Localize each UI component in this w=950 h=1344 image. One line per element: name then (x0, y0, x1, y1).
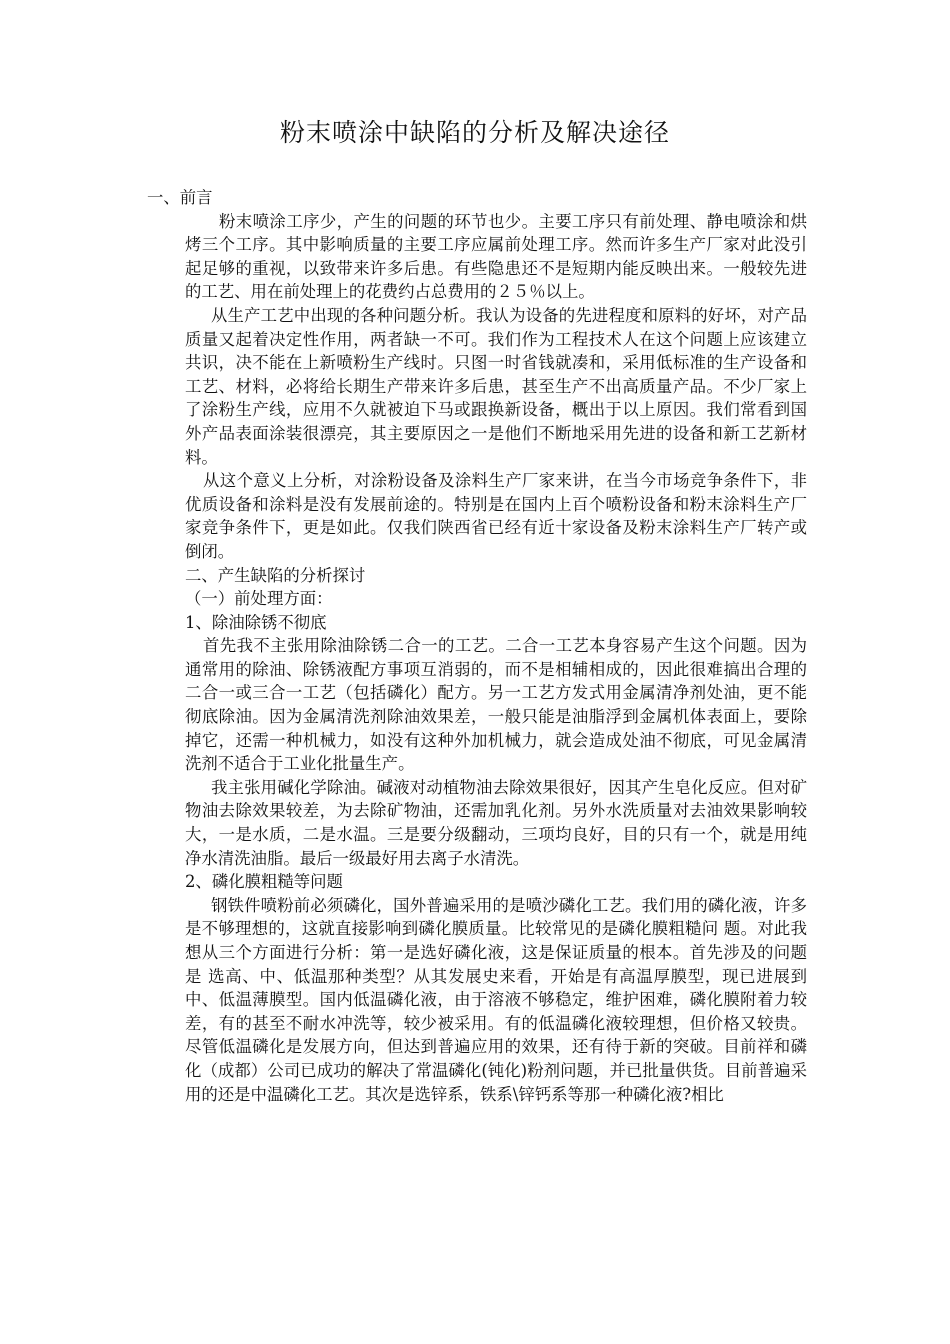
paragraph: 首先我不主张用除油除锈二合一的工艺。二合一工艺本身容易产生这个问题。因为通常用的除油、除锈液配方事项互消弱的，而不是相辅相成的，因此很难搞出合理的二合一或三合一工艺（包括磷化）配方。另一工艺方发式用金属清净剂处油，更不能彻底除油。因为金属清洗剂除油效果差，一般只能是油脂浮到金属机体表面上，要除掉它，还需一种机械力，如没有这种外加机械力，就会造成处油不彻底，可见金属清洗剂不适合于工业化批量生产。 (185, 636, 807, 774)
subsection-heading-pretreatment: （一）前处理方面： (185, 589, 333, 609)
document-title: 粉末喷涂中缺陷的分析及解决途径 (279, 118, 670, 147)
paragraph: 我主张用碱化学除油。碱液对动植物油去除效果很好，因其产生皂化反应。但对矿物油去除效果较差，为去除矿物油，还需加乳化剂。另外水洗质量对去油效果影响较大，一是水质，二是水温。三是要分级翻动，三项均良好，目的只有一个，就是用纯净水清洗油脂。最后一级最好用去离子水清洗。 (185, 777, 807, 868)
section-heading-preface: 一、前言 (147, 188, 213, 207)
paragraph: 从这个意义上分析，对涂粉设备及涂料生产厂家来讲，在当今市场竞争条件下，非优质设备和涂料是没有发展前途的。特别是在国内上百个喷粉设备和粉末涂料生产厂家竞争条件下，更是如此。仅我们陕西省已经有近十家设备及粉末涂料生产厂转产或倒闭。 (185, 471, 807, 561)
item-heading-degreasing: 1、除油除锈不彻底 (185, 612, 327, 632)
paragraph: 粉末喷涂工序少，产生的问题的环节也少。主要工序只有前处理、静电喷涂和烘烤三个工序。其中影响质量的主要工序应属前处理工序。然而许多生产厂家对此没引起足够的重视，以致带来许多后患。有些隐患还不是短期内能反映出来。一般较先进的工艺、用在前处理上的花费约占总费用的２５％以上。 (185, 211, 807, 302)
paragraph: 钢铁件喷粉前必须磷化，国外普遍采用的是喷沙磷化工艺。我们用的磷化液，许多是不够理想的，这就直接影响到磷化膜质量。比较常见的是磷化膜粗糙问 题。对此我想从三个方面进行分析：第一是选好磷化液，这是保证质量的根本。首先涉及的问题是 选高、中、低温那种类型？从其发展史来看，开始是有高温厚膜型，现已进展到中、低温薄膜型。国内低温磷化液，由于溶液不够稳定，维护困难，磷化膜附着力较差，有的甚至不耐水冲洗等，较少被采用。有的低温磷化液较理想，但价格又较贵。尽管低温磷化是发展方向，但达到普遍应用的效果，还有待于新的突破。目前祥和磷化（成都）公司已成功的解决了常温磷化(钝化)粉剂问题，并已批量供货。目前普遍采用的还是中温磷化工艺。其次是选锌系，铁系\锌钙系等那一种磷化液?相比 (185, 895, 807, 1104)
document-body (147, 186, 807, 1106)
section-heading-defect-analysis: 二、产生缺陷的分析探讨 (185, 565, 366, 585)
item-heading-phosphating: 2、磷化膜粗糙等问题 (185, 872, 343, 892)
paragraph: 从生产工艺中出现的各种问题分析。我认为设备的先进程度和原料的好坏，对产品质量又起着决定性作用，两者缺一不可。我们作为工程技术人在这个问题上应该建立共识，决不能在上新喷粉生产线时。只图一时省钱就凑和，采用低标准的生产设备和工艺、材料，必将给长期生产带来许多后患，甚至生产不出高质量产品。不少厂家上了涂粉生产线，应用不久就被迫下马或跟换新设备，概出于以上原因。我们常看到国外产品表面涂装很漂亮，其主要原因之一是他们不断地采用先进的设备和新工艺新材料。 (185, 305, 807, 467)
